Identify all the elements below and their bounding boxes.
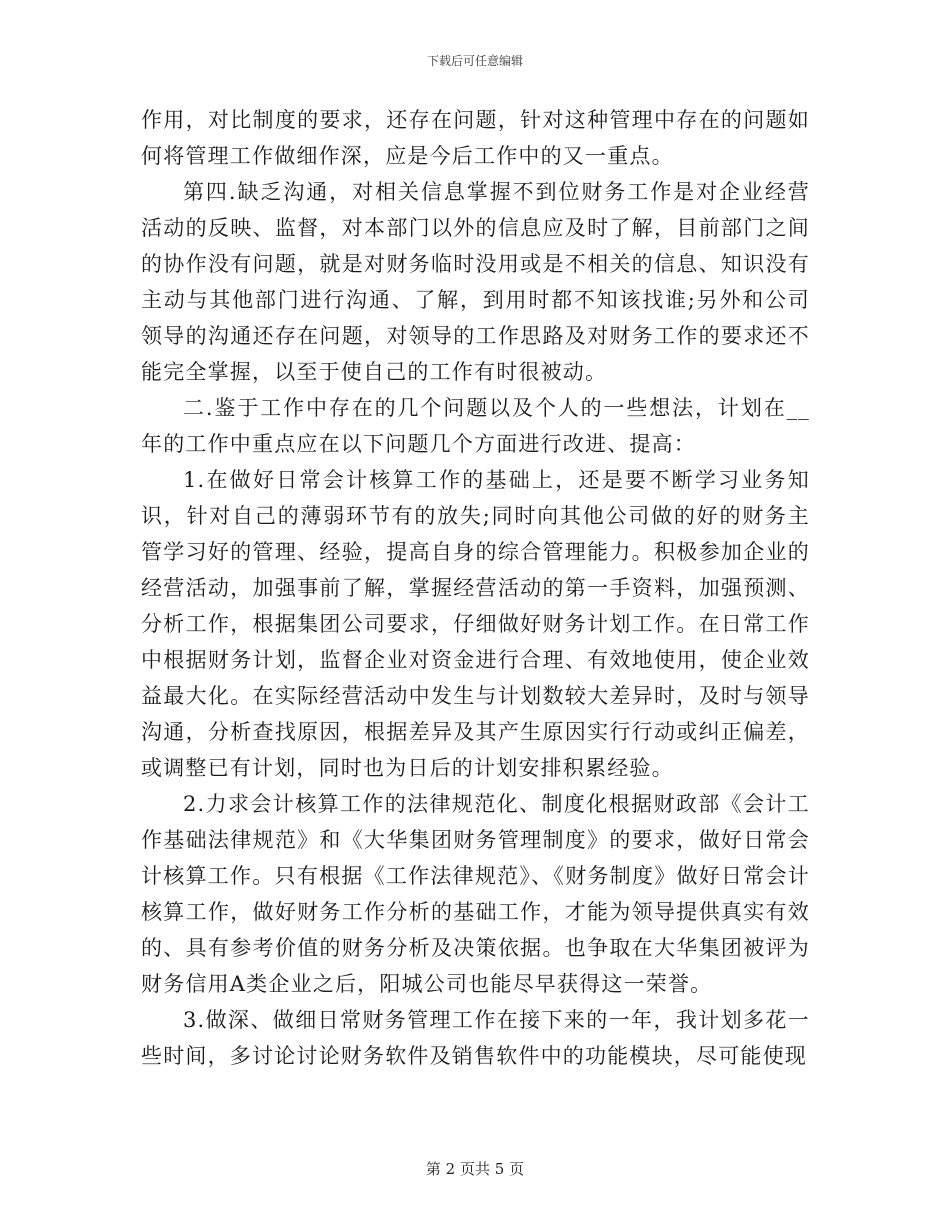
paragraph-item-three: 3.做深、做细日常财务管理工作在接下来的一年，我计划多花一些时间，多讨论讨论财务软件及销售软件中的功能模块，尽可能使现 [141, 1008, 810, 1068]
page-header: 下载后可任意编辑 [426, 54, 523, 68]
paragraph-section-two: 二.鉴于工作中存在的几个问题以及个人的一些想法，计划在__年的工作中重点应在以下问题几个方面进行改进、提高： [141, 396, 810, 456]
page-number: 第 2 页共 5 页 [425, 1160, 525, 1178]
paragraph-item-two: 2.力求会计核算工作的法律规范化、制度化根据财政部《会计工作基础法律规范》和《大华集团财务管理制度》的要求，做好日常会计核算工作。只有根据《工作法律规范》、《财务制度》做好日常会计核算工作，做好财务工作分析的基础工作，才能为领导提供真实有效的、具有参考价值的财务分析及决策依据。也争取在大华集团被评为财务信用A类企业之后，阳城公司也能尽早获得这一荣誉。 [141, 792, 810, 996]
paragraph-item-one: 1.在做好日常会计核算工作的基础上，还是要不断学习业务知识，针对自己的薄弱环节有的放失;同时向其他公司做的好的财务主管学习好的管理、经验，提高自身的综合管理能力。积极参加企业的经营活动，加强事前了解，掌握经营活动的第一手资料，加强预测、分析工作，根据集团公司要求，仔细做好财务计划工作。在日常工作中根据财务计划，监督企业对资金进行合理、有效地使用，使企业效益最大化。在实际经营活动中发生与计划数较大差异时，及时与领导沟通，分析查找原因，根据差异及其产生原因实行行动或纠正偏差，或调整已有计划，同时也为日后的计划安排积累经验。 [141, 468, 810, 780]
paragraph-point-four: 第四.缺乏沟通，对相关信息掌握不到位财务工作是对企业经营活动的反映、监督，对本部门以外的信息应及时了解，目前部门之间的协作没有问题，就是对财务临时没用或是不相关的信息、知识没有主动与其他部门进行沟通、了解，到用时都不知该找谁;另外和公司领导的沟通还存在问题，对领导的工作思路及对财务工作的要求还不能完全掌握，以至于使自己的工作有时很被动。 [141, 180, 810, 384]
document-body [141, 102, 810, 1074]
paragraph-continuation: 作用，对比制度的要求，还存在问题，针对这种管理中存在的问题如何将管理工作做细作深，应是今后工作中的又一重点。 [141, 108, 810, 168]
